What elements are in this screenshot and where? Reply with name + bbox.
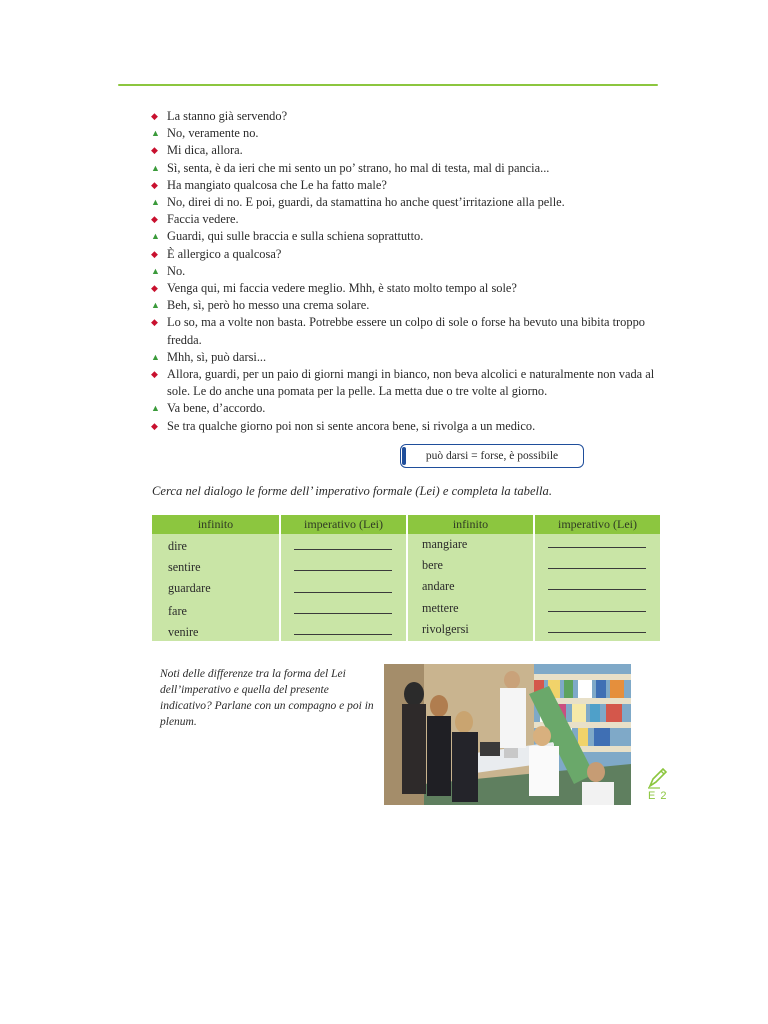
dialogue-line [150, 349, 670, 366]
answer-blank[interactable] [294, 634, 392, 635]
triangle-bullet-icon: ▲ [151, 265, 160, 276]
diamond-bullet-icon: ◆ [151, 283, 158, 294]
dialogue-list [150, 108, 670, 435]
dialogue-text: Allora, guardi, per un paio di giorni mangi in bianco, non beva alcolici e naturalmente non vada al sole. Le do anche una pomata per la pelle. La metta due o tre volte al giorno. [167, 367, 655, 399]
header-infinito: infinito [197, 517, 234, 531]
dialogue-text: No. [167, 263, 186, 278]
verb-cell: bere [422, 558, 443, 572]
dialogue-line [150, 246, 670, 263]
dialogue-line [150, 108, 670, 125]
diamond-bullet-icon: ◆ [151, 179, 158, 190]
dialogue-text: La stanno già servendo? [167, 109, 288, 123]
verb-cell: rivolgersi [422, 622, 469, 636]
exercise-code: E 2 [648, 790, 668, 802]
dialogue-text: No, veramente no. [167, 126, 259, 141]
dialogue-text: Se tra qualche giorno poi non si sente ancora bene, si rivolga a un medico. [167, 418, 536, 433]
header-infinito: infinito [452, 517, 489, 531]
diamond-bullet-icon: ◆ [151, 317, 158, 328]
verb-cell: sentire [168, 560, 201, 574]
verb-cell: venire [168, 625, 199, 639]
dialogue-text: Beh, sì, però ho messo una crema solare. [167, 298, 370, 313]
verb-cell: dire [168, 539, 187, 553]
pencil-icon [646, 766, 668, 790]
dialogue-text: Va bene, d’accordo. [167, 401, 266, 416]
triangle-bullet-icon: ▲ [151, 162, 160, 173]
dialogue-text: No, direi di no. E poi, guardi, da stamattina ho anche quest’irritazione alla pelle. [167, 195, 565, 210]
dialogue-line [150, 418, 670, 435]
answer-blank[interactable] [548, 547, 646, 548]
verb-table [152, 515, 660, 641]
diamond-bullet-icon: ◆ [151, 248, 158, 259]
diamond-bullet-icon: ◆ [151, 145, 158, 156]
diamond-bullet-icon: ◆ [151, 214, 158, 225]
triangle-bullet-icon: ▲ [151, 300, 160, 311]
dialogue-line [150, 314, 670, 348]
diamond-bullet-icon: ◆ [151, 420, 158, 431]
dialogue-line [150, 125, 670, 142]
dialogue-text: Faccia vedere. [167, 212, 239, 227]
dialogue-text: Guardi, qui sulle braccia e sulla schiena soprattutto. [167, 229, 424, 244]
note-box [400, 444, 584, 468]
dialogue-line [150, 228, 670, 245]
dialogue-text: È allergico a qualcosa? [167, 246, 282, 261]
column-divider [533, 515, 535, 641]
dialogue-text: Mi dica, allora. [167, 143, 243, 158]
dialogue-line [150, 211, 670, 228]
answer-blank[interactable] [548, 632, 646, 633]
note-text: può darsi = forse, è possibile [425, 450, 559, 462]
column-divider [406, 515, 408, 641]
triangle-bullet-icon: ▲ [151, 351, 160, 362]
dialogue-line [150, 297, 670, 314]
top-rule [118, 84, 658, 86]
triangle-bullet-icon: ▲ [151, 231, 160, 242]
answer-blank[interactable] [548, 611, 646, 612]
answer-blank[interactable] [294, 613, 392, 614]
discussion-prompt: Noti delle differenze tra la forma del Lei dell’imperativo e quella del presente indicativo? Parlane con un compagno e poi in plenum. [160, 668, 374, 728]
verb-cell: guardare [168, 581, 211, 595]
answer-blank[interactable] [294, 570, 392, 571]
answer-blank[interactable] [294, 549, 392, 550]
dialogue-text: Sì, senta, è da ieri che mi sento un po’ strano, ho mal di testa, mal di pancia... [167, 160, 550, 175]
diamond-bullet-icon: ◆ [151, 369, 158, 380]
dialogue-line [150, 194, 670, 211]
verb-cell: mangiare [422, 537, 468, 551]
dialogue-line [150, 142, 670, 159]
header-imperativo: imperativo (Lei) [558, 517, 637, 531]
instruction: Cerca nel dialogo le forme dell’ imperativo formale (Lei) e completa la tabella. [152, 484, 553, 498]
verb-cell: fare [168, 604, 187, 618]
dialogue-line [150, 160, 670, 177]
verb-cell: andare [422, 579, 455, 593]
answer-blank[interactable] [548, 589, 646, 590]
dialogue-line [150, 400, 670, 417]
dialogue-line [150, 366, 670, 400]
verb-cell: mettere [422, 601, 459, 615]
dialogue-line [150, 177, 670, 194]
dialogue-line [150, 263, 670, 280]
dialogue-text: Ha mangiato qualcosa che Le ha fatto male? [167, 177, 387, 192]
column-divider [279, 515, 281, 641]
dialogue-text: Venga qui, mi faccia vedere meglio. Mhh, è stato molto tempo al sole? [167, 281, 517, 296]
dialogue-text: Lo so, ma a volte non basta. Potrebbe essere un colpo di sole o forse ha bevuto una bibita troppo fredda. [167, 315, 645, 347]
dialogue-text: Mhh, sì, può darsi... [167, 349, 267, 364]
triangle-bullet-icon: ▲ [151, 128, 160, 139]
triangle-bullet-icon: ▲ [151, 197, 160, 208]
answer-blank[interactable] [294, 592, 392, 593]
pharmacy-photo-illustration [384, 664, 631, 805]
diamond-bullet-icon: ◆ [151, 111, 158, 121]
answer-blank[interactable] [548, 568, 646, 569]
triangle-bullet-icon: ▲ [151, 403, 160, 414]
header-imperativo: imperativo (Lei) [304, 517, 383, 531]
dialogue-line [150, 280, 670, 297]
pharmacy-photo [384, 664, 631, 805]
